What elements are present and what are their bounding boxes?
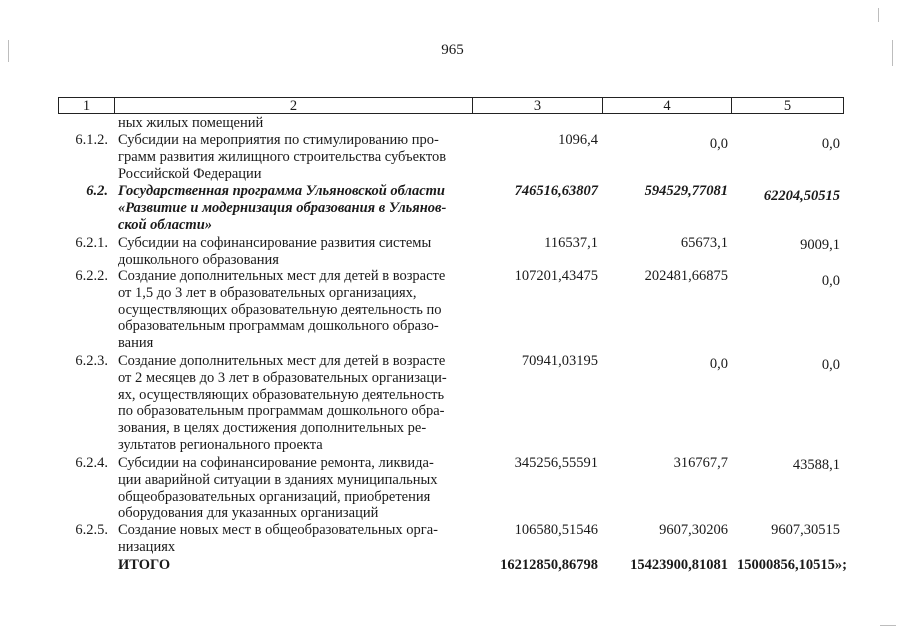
row-number: 6.2.1. <box>75 235 108 251</box>
header-cell-col-1: 1 <box>58 97 115 114</box>
description-line: общеобразовательных организаций, приобретения <box>118 488 431 505</box>
total-value-col-3: 16212850,86798 <box>500 557 598 573</box>
description-line: низациях <box>118 538 176 555</box>
value-col-4: 316767,7 <box>673 455 728 471</box>
value-col-4: 202481,66875 <box>644 268 728 284</box>
description-line: Создание новых мест в общеобразовательных орга- <box>118 522 438 538</box>
value-col-5: 62204,50515 <box>763 188 840 204</box>
page-number: 965 <box>441 42 464 58</box>
description-line: дошкольного образования <box>118 251 279 268</box>
header-cell-col-2: 2 <box>114 97 473 114</box>
value-col-5: 0,0 <box>821 357 840 373</box>
row-number: 6.2.2. <box>75 268 108 284</box>
header-cell-col-3: 3 <box>472 97 603 114</box>
description-line: «Развитие и модернизация образования в Ульянов- <box>118 199 447 216</box>
description-line: от 2 месяцев до 3 лет в образовательных организаци- <box>118 369 447 386</box>
description-line: Государственная программа Ульяновской области <box>118 183 445 199</box>
value-col-4: 9607,30206 <box>659 522 728 538</box>
description-line: ской области» <box>118 216 213 233</box>
value-col-5: 9009,1 <box>800 237 840 253</box>
value-col-3: 746516,63807 <box>514 183 598 199</box>
description-line: ции аварийной ситуации в зданиях муниципальных <box>118 471 438 488</box>
description-line: Создание дополнительных мест для детей в возрасте <box>118 353 446 369</box>
total-label: ИТОГО <box>118 557 171 573</box>
row-number: 6.2. <box>86 183 108 199</box>
description-line: от 1,5 до 3 лет в образовательных организациях, <box>118 284 417 301</box>
row-number: 6.2.5. <box>75 522 108 538</box>
value-col-3: 106580,51546 <box>514 522 598 538</box>
row-description <box>118 455 468 522</box>
description-line: ях, осуществляющих образовательную деятельность <box>118 386 445 403</box>
scan-edge-right-top <box>878 8 879 22</box>
row-description <box>118 353 468 454</box>
row-description <box>118 183 468 233</box>
description-line: Субсидии на софинансирование развития системы <box>118 235 432 251</box>
description-line: образовательным программам дошкольного образо- <box>118 318 439 335</box>
value-col-5: 0,0 <box>821 273 840 289</box>
description-line: Субсидии на мероприятия по стимулированию про- <box>118 132 439 148</box>
row-description <box>118 268 468 352</box>
value-col-3: 1096,4 <box>558 132 598 148</box>
header-cell-col-5: 5 <box>731 97 844 114</box>
value-col-3: 116537,1 <box>544 235 598 251</box>
value-col-5: 9607,30515 <box>771 522 840 538</box>
value-col-5: 43588,1 <box>792 457 840 473</box>
value-col-4: 0,0 <box>709 356 728 372</box>
description-line: ных жилых помещений <box>118 115 264 131</box>
header-cell-col-4: 4 <box>602 97 732 114</box>
value-col-3: 70941,03195 <box>521 353 598 369</box>
row-description <box>118 235 468 269</box>
value-col-4: 0,0 <box>709 136 728 152</box>
row-number: 6.2.3. <box>75 353 108 369</box>
table-header-row <box>58 97 844 115</box>
description-line: зования, в целях достижения дополнительных ре- <box>118 420 427 437</box>
scan-edge-right-bottom <box>880 625 896 626</box>
description-line: грамм развития жилищного строительства субъектов <box>118 148 447 165</box>
description-line: зультатов регионального проекта <box>118 436 323 453</box>
total-value-col-5: 15000856,10515»; <box>737 557 847 573</box>
row-description <box>118 522 468 556</box>
row-description <box>118 115 468 132</box>
row-description <box>118 132 468 182</box>
value-col-4: 65673,1 <box>680 235 728 251</box>
description-line: Российской Федерации <box>118 165 262 182</box>
description-line: Создание дополнительных мест для детей в возрасте <box>118 268 446 284</box>
row-number: 6.2.4. <box>75 455 108 471</box>
row-description <box>118 557 468 574</box>
value-col-3: 345256,55591 <box>514 455 598 471</box>
value-col-4: 594529,77081 <box>644 183 728 199</box>
description-line: Субсидии на софинансирование ремонта, ликвида- <box>118 455 434 471</box>
description-line: по образовательным программам дошкольного обра- <box>118 403 445 420</box>
description-line: оборудования для указанных организаций <box>118 505 379 522</box>
value-col-5: 0,0 <box>821 136 840 152</box>
value-col-3: 107201,43475 <box>514 268 598 284</box>
description-line: вания <box>118 335 154 352</box>
total-value-col-4: 15423900,81081 <box>630 557 728 573</box>
description-line: осуществляющих образовательную деятельность по <box>118 301 442 318</box>
row-number: 6.1.2. <box>75 132 108 148</box>
